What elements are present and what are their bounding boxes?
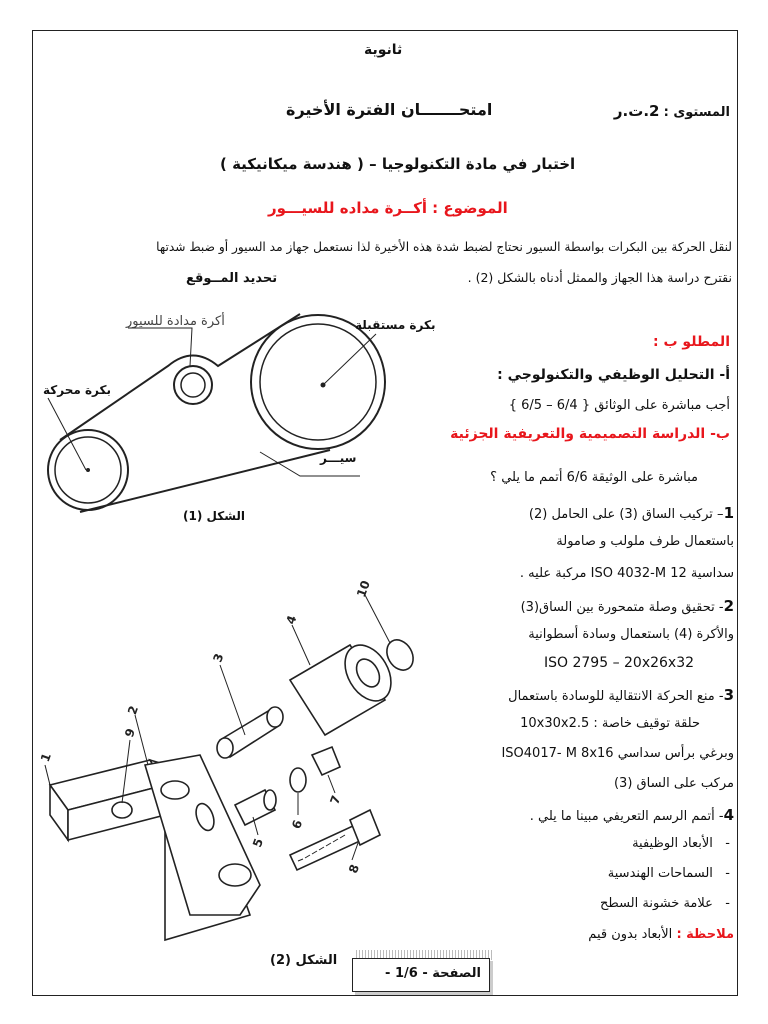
part-label-2: 2 — [124, 703, 142, 717]
part-label-3: 3 — [210, 651, 227, 665]
level-label: المستوى : — [663, 105, 730, 120]
subject-title: اختبار في مادة التكنولوجيا – ( هندسة ميكانيكية ) — [220, 155, 576, 173]
part-2-hole-b — [219, 864, 251, 886]
part-label-8: 8 — [346, 862, 363, 876]
figure-2-caption: الشكل (2) — [270, 953, 338, 968]
section-b-intro: مباشرة على الوثيقة 6/6 أتمم ما يلي ؟ — [490, 470, 698, 485]
label-driven-pulley: بكرة مستقبلة — [355, 318, 436, 332]
level-value: 2.ت.ر — [613, 102, 660, 120]
part-label-1: 1 — [37, 751, 54, 764]
part-6 — [290, 768, 306, 792]
part-label-10: 10 — [354, 578, 373, 600]
leader-8 — [352, 843, 358, 860]
section-a-title: أ- التحليل الوظيفي والتكنولوجي : — [497, 367, 730, 383]
part-label-5: 5 — [250, 836, 267, 850]
section-b-title: ب- الدراسة التصميمية والتعريفية الجزئية — [450, 426, 730, 442]
label-belt: سيـــر — [320, 451, 357, 465]
leader-driven — [323, 334, 376, 385]
driven-pulley-inner — [260, 324, 376, 440]
tensioner-inner — [181, 373, 205, 397]
leader-4 — [292, 625, 310, 665]
page-number-box — [352, 958, 490, 992]
part-8-thread — [290, 825, 362, 870]
item-3-line-4: مركب على الساق (3) — [613, 776, 734, 791]
leader-2 — [135, 715, 148, 765]
bullet-2: - السماحات الهندسية — [607, 866, 730, 881]
bullet-1: - الأبعاد الوظيفية — [632, 836, 730, 851]
exam-title: امتحـــــــان الفترة الأخيرة — [286, 100, 493, 119]
note-text: الأبعاد بدون قيم — [588, 927, 673, 942]
part-2-hole-a — [161, 781, 189, 799]
intro-line-2: نقترح دراسة هذا الجهاز والممثل أدناه بالشكل (2) . — [467, 270, 732, 285]
belt-lower — [80, 450, 330, 512]
note-label: ملاحظة : — [676, 927, 734, 942]
school-name: ثانوية — [364, 42, 403, 58]
item-2-line-3: ISO 2795 – 20x26x32 — [544, 655, 695, 671]
item-2-line-2: والأكرة (4) باستعمال وسادة أسطوانية — [528, 627, 734, 642]
figure-2-exploded-view — [37, 578, 440, 955]
tensioner-outer — [174, 366, 212, 404]
label-driver-pulley: بكرة محركة — [43, 383, 112, 397]
bullet-3: - علامة خشونة السطح — [600, 896, 730, 911]
leader-tensioner — [128, 328, 192, 366]
part-label-4: 4 — [283, 613, 300, 627]
part-9 — [112, 802, 132, 818]
part-3-head — [267, 707, 283, 727]
label-tensioner: أكرة مدادة للسيور — [126, 314, 225, 329]
part-3-end — [217, 738, 233, 758]
part-7 — [312, 747, 340, 775]
item-3-line-2: حلقة توقيف خاصة : 10x30x2.5 — [520, 716, 700, 731]
part-2-body — [145, 755, 260, 915]
level — [614, 102, 730, 120]
part-5-end — [264, 790, 276, 810]
leader-10 — [365, 595, 390, 643]
leader-1 — [45, 765, 50, 785]
leader-7 — [328, 775, 335, 793]
topic-title: الموضوع : أكــرة مداده للسيـــور — [268, 199, 508, 217]
note — [588, 927, 734, 942]
driven-center — [321, 383, 326, 388]
part-label-7: 7 — [327, 793, 344, 807]
location-label: تحديد المــوقع — [186, 271, 278, 286]
figure-1-belt-drive — [40, 300, 440, 530]
leader-driver — [48, 398, 86, 470]
item-3-line-1: 3- منع الحركة الانتقالية للوسادة باستعمال — [508, 686, 734, 704]
part-label-9: 9 — [122, 726, 139, 740]
item-3-line-3: وبرغي برأس سداسي ISO4017- M 8x16 — [501, 746, 734, 761]
driver-center — [86, 468, 90, 472]
item-1-line-2: باستعمال طرف ملولب و صامولة — [556, 534, 734, 549]
item-1-line-3: سداسية ISO 4032-M 12 مركبة عليه . — [519, 566, 734, 581]
driven-pulley-outer — [251, 315, 385, 449]
leader-3 — [220, 665, 245, 735]
section-a-text: أجب مباشرة على الوثائق { 6/4 – 6/5 } — [508, 398, 730, 413]
page-number: الصفحة - 1/6 - — [385, 966, 481, 981]
item-2-line-1: 2- تحقيق وصلة متمحورة بين الساق(3) — [520, 597, 734, 615]
requirements-title: المطلو ب : — [653, 334, 730, 350]
item-4-line-1: 4- أتمم الرسم التعريفي مبينا ما يلي . — [529, 806, 734, 824]
part-label-6: 6 — [289, 818, 306, 831]
intro-line-1: لنقل الحركة بين البكرات بواسطة السيور نحتاج لضبط شدة هذه الأخيرة لذا نستعمل جهاز مد السيور أو ضبط شدتها — [156, 240, 732, 254]
figure-1-caption: الشكل (1) — [183, 509, 246, 523]
item-1-line-1: 1– تركيب الساق (3) على الحامل (2) — [528, 504, 734, 522]
